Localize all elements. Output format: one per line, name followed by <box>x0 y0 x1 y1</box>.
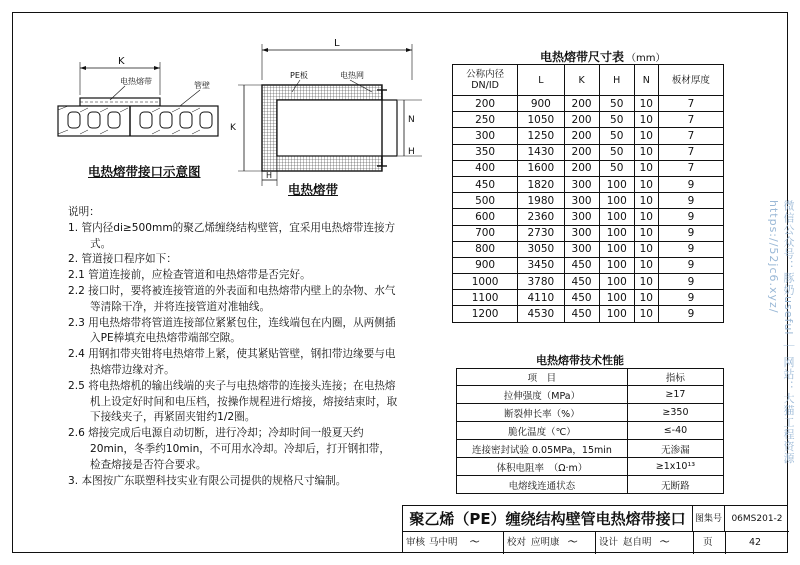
size-cell: 50 <box>599 128 634 144</box>
size-cell: 800 <box>453 241 518 257</box>
size-cell: 10 <box>634 193 658 209</box>
size-cell: 9 <box>658 290 723 306</box>
size-cell: 10 <box>634 128 658 144</box>
k-label: K <box>118 56 125 67</box>
check-name: 应明康 <box>531 537 560 548</box>
size-cell: 7 <box>658 112 723 128</box>
size-cell: 450 <box>453 176 518 192</box>
size-cell: 100 <box>599 241 634 257</box>
size-cell: 1050 <box>518 112 564 128</box>
size-cell: 9 <box>658 209 723 225</box>
size-cell: 450 <box>564 274 599 290</box>
size-cell: 100 <box>599 225 634 241</box>
table-row <box>453 144 724 160</box>
size-cell: 100 <box>599 274 634 290</box>
h-bottom-dim-label: H <box>266 171 273 180</box>
size-cell: 50 <box>599 160 634 176</box>
size-cell: 300 <box>453 128 518 144</box>
tech-header-cell: 项 目 <box>457 369 628 386</box>
note-item: 2. 管道接口程序如下： <box>68 253 177 266</box>
table-row <box>453 274 724 290</box>
size-cell: 400 <box>453 160 518 176</box>
size-cell: 50 <box>599 144 634 160</box>
size-cell: 10 <box>634 176 658 192</box>
size-cell: 1980 <box>518 193 564 209</box>
size-cell: 200 <box>564 112 599 128</box>
size-cell: 1000 <box>453 274 518 290</box>
size-cell: 9 <box>658 257 723 273</box>
size-cell: 50 <box>599 112 634 128</box>
size-header-cell: K <box>564 65 599 96</box>
check-label: 校对 <box>507 537 527 548</box>
size-cell: 100 <box>599 290 634 306</box>
size-cell: 10 <box>634 306 658 322</box>
table-row <box>453 290 724 306</box>
size-cell: 7 <box>658 96 723 112</box>
atlas-number: 06MS201-2 <box>725 506 789 532</box>
tech-cell: 拉伸强度（MPa） <box>457 386 628 404</box>
size-cell: 1430 <box>518 144 564 160</box>
review-signature: 〜 <box>469 537 479 548</box>
pe-plate-label: PE板 <box>290 71 308 80</box>
k-dim-label: K <box>230 123 236 133</box>
size-cell: 2360 <box>518 209 564 225</box>
table-row <box>457 476 724 494</box>
tech-cell: ≥1x10¹³ <box>627 458 723 476</box>
size-cell: 100 <box>599 193 634 209</box>
tech-cell: ≥17 <box>627 386 723 404</box>
tech-table-title: 电热熔带技术性能 <box>536 354 624 367</box>
size-cell: 300 <box>564 176 599 192</box>
size-cell: 9 <box>658 193 723 209</box>
review-label: 审核 <box>406 537 426 548</box>
note-item: 1. 管内径di≥500mm的聚乙烯缠绕结构壁管，宜采用电热熔带连接方式。 <box>68 221 396 250</box>
size-header-cell: L <box>518 65 564 96</box>
size-cell: 200 <box>564 144 599 160</box>
size-cell: 1100 <box>453 290 518 306</box>
size-cell: 9 <box>658 225 723 241</box>
atlas-label: 图集号 <box>693 506 725 532</box>
tech-table <box>456 368 724 494</box>
size-cell: 450 <box>564 306 599 322</box>
joint-schematic-diagram <box>40 50 240 180</box>
size-cell: 7 <box>658 144 723 160</box>
table-row <box>453 225 724 241</box>
note-item: 2.1 管道连接前，应检查管道和电热熔带是否完好。 <box>68 269 311 282</box>
review-name: 马中明 <box>429 537 458 548</box>
size-cell: 10 <box>634 241 658 257</box>
size-header-cell: 公称内径 DN/ID <box>453 65 518 96</box>
heating-band-title: 电热熔带 <box>288 182 339 197</box>
tech-cell: ≥350 <box>627 404 723 422</box>
tech-cell: 体积电阻率 （Ω·m） <box>457 458 628 476</box>
size-cell: 10 <box>634 225 658 241</box>
table-row <box>453 257 724 273</box>
table-row <box>453 209 724 225</box>
size-cell: 1200 <box>453 306 518 322</box>
size-cell: 10 <box>634 144 658 160</box>
note-item: 2.4 用钢扣带夹钳将电热熔带上紧，使其紧贴管壁，钢扣带边缘要与电热熔带边缘对齐。 <box>68 348 396 376</box>
size-cell: 100 <box>599 306 634 322</box>
size-cell: 4110 <box>518 290 564 306</box>
n-dim-label: N <box>408 115 415 125</box>
size-cell: 200 <box>564 96 599 112</box>
size-cell: 3450 <box>518 257 564 273</box>
table-row <box>453 306 724 322</box>
size-cell: 50 <box>599 96 634 112</box>
note-item: 2.5 将电热熔机的输出线端的夹子与电热熔带的连接头连接；在电热熔机上设定好时间和电压档，按操作规程进行熔接，熔接结束时，取下接线夹子，再紧固夹钳约1/2圈。 <box>68 379 398 424</box>
table-row <box>453 128 724 144</box>
size-cell: 300 <box>564 225 599 241</box>
design-signature: 〜 <box>659 537 669 548</box>
h-right-dim-label: H <box>408 147 415 157</box>
table-row <box>457 422 724 440</box>
size-cell: 500 <box>453 193 518 209</box>
size-cell: 200 <box>453 96 518 112</box>
size-cell: 1600 <box>518 160 564 176</box>
size-cell: 300 <box>564 209 599 225</box>
size-cell: 450 <box>564 257 599 273</box>
table-row <box>453 160 724 176</box>
table-row <box>457 458 724 476</box>
size-cell: 200 <box>564 160 599 176</box>
drawing-title: 聚乙烯（PE）缠绕结构壁管电热熔带接口 <box>403 506 693 532</box>
size-cell: 10 <box>634 209 658 225</box>
size-cell: 9 <box>658 274 723 290</box>
tech-header-cell: 指标 <box>627 369 723 386</box>
tech-cell: 连接密封试验 0.05MPa，15min <box>457 440 628 458</box>
size-cell: 3780 <box>518 274 564 290</box>
size-header-cell: H <box>599 65 634 96</box>
size-cell: 700 <box>453 225 518 241</box>
size-cell: 300 <box>564 193 599 209</box>
title-block <box>402 505 788 553</box>
tech-cell: 无渗漏 <box>627 440 723 458</box>
design-name: 赵自明 <box>623 537 652 548</box>
check-signature: 〜 <box>567 537 577 548</box>
size-cell: 10 <box>634 112 658 128</box>
table-row <box>453 241 724 257</box>
size-cell: 10 <box>634 274 658 290</box>
design-label: 设计 <box>599 537 619 548</box>
size-cell: 10 <box>634 96 658 112</box>
size-table-title: 电热熔带尺寸表 （mm） <box>540 50 666 64</box>
table-row <box>453 96 724 112</box>
size-table <box>452 64 724 323</box>
size-cell: 7 <box>658 160 723 176</box>
table-row <box>453 112 724 128</box>
tech-cell: 电熔线连通状态 <box>457 476 628 494</box>
size-cell: 100 <box>599 176 634 192</box>
table-row <box>453 193 724 209</box>
size-header-cell: 板材厚度 <box>658 65 723 96</box>
size-cell: 100 <box>599 209 634 225</box>
size-cell: 600 <box>453 209 518 225</box>
note-item: 2.3 用电热熔带将管道连接部位紧紧包住，连线端包在内圈，从两侧插入PE棒填充电热熔带端部空隙。 <box>68 316 396 345</box>
page-label: 页 <box>703 537 713 548</box>
tech-cell: 脆化温度（℃） <box>457 422 628 440</box>
size-cell: 300 <box>564 241 599 257</box>
table-row <box>457 386 724 404</box>
joint-diagram-title: 电热熔带接口示意图 <box>88 164 201 179</box>
size-cell: 250 <box>453 112 518 128</box>
size-cell: 200 <box>564 128 599 144</box>
size-cell: 10 <box>634 160 658 176</box>
size-cell: 1250 <box>518 128 564 144</box>
size-cell: 1820 <box>518 176 564 192</box>
note-item: 2.6 熔接完成后电源自动切断，进行冷却；冷却时间一般夏天约20min，冬季约10min，不可用水冷却。冷却后，打开钢扣带，检查熔接是否符合要求。 <box>68 427 390 471</box>
l-label: L <box>334 38 340 49</box>
size-cell: 900 <box>518 96 564 112</box>
size-cell: 3050 <box>518 241 564 257</box>
size-cell: 7 <box>658 128 723 144</box>
size-cell: 2730 <box>518 225 564 241</box>
notes-section <box>68 205 398 489</box>
tech-cell: ≤-40 <box>627 422 723 440</box>
size-table-unit: （mm） <box>626 53 666 64</box>
size-header-cell: N <box>634 65 658 96</box>
page-number: 42 <box>749 537 762 548</box>
table-row <box>453 176 724 192</box>
size-cell: 100 <box>599 257 634 273</box>
notes-heading: 说明： <box>68 206 100 218</box>
pipe-wall-label: 管壁 <box>194 81 210 90</box>
size-cell: 4530 <box>518 306 564 322</box>
note-item: 3. 本图按广东联塑科技实业有限公司提供的规格尺寸编制。 <box>68 474 347 487</box>
table-row <box>457 404 724 422</box>
size-cell: 9 <box>658 306 723 322</box>
heating-band-diagram <box>222 30 432 190</box>
heating-band-label: 电热熔带 <box>120 77 152 86</box>
size-cell: 9 <box>658 241 723 257</box>
note-item: 2.2 接口时，要将被连接管道的外表面和电热熔带内壁上的杂物、水气等清除干净，并将连接管道对准轴线。 <box>68 284 396 313</box>
heating-mesh-label: 电热网 <box>340 71 364 80</box>
size-cell: 10 <box>634 257 658 273</box>
watermark-text: 微信公众号：豚奶useful ｜ 网站：大猫工程资源 https://52jc6.xyz/ <box>767 200 795 465</box>
size-cell: 900 <box>453 257 518 273</box>
size-cell: 10 <box>634 290 658 306</box>
size-cell: 9 <box>658 176 723 192</box>
tech-cell: 断裂伸长率（%） <box>457 404 628 422</box>
tech-cell: 无断路 <box>627 476 723 494</box>
table-row <box>457 440 724 458</box>
signature-row <box>403 532 789 554</box>
size-cell: 350 <box>453 144 518 160</box>
size-cell: 450 <box>564 290 599 306</box>
